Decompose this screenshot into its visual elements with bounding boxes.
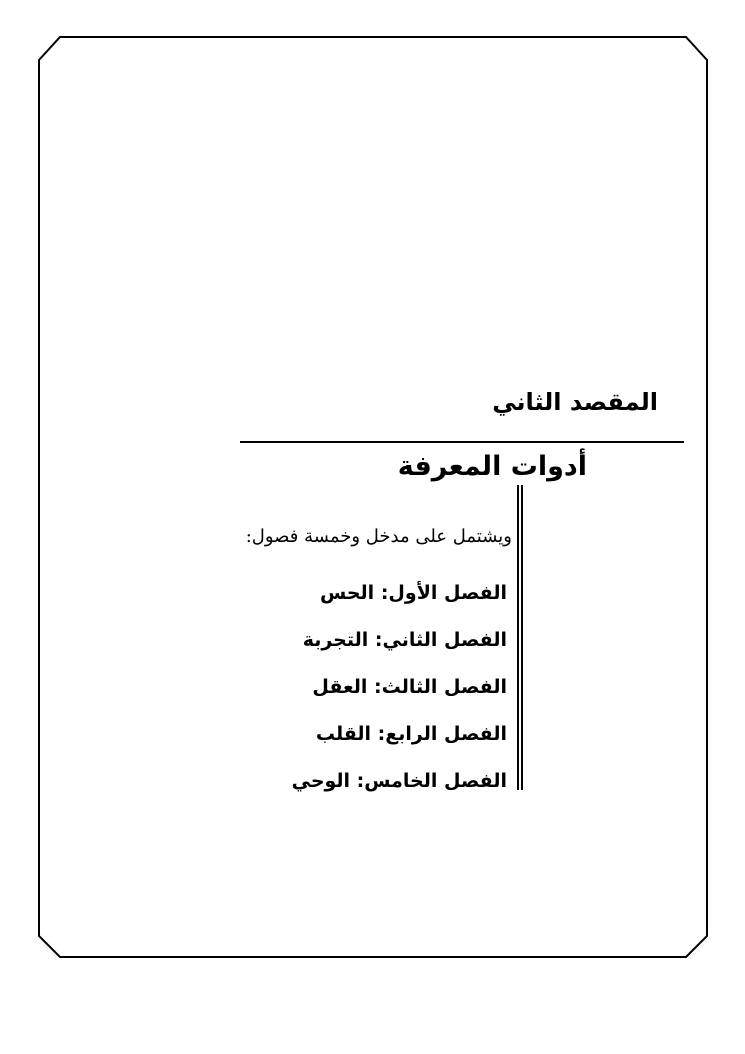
chapter-list: [292, 578, 507, 813]
border-outline: [39, 37, 707, 957]
section-title: المقصد الثاني: [492, 388, 658, 416]
chapter-item-3: الفصل الثالث: العقل: [312, 676, 507, 698]
vertical-rule-outer: [517, 485, 519, 790]
chapter-item-2: الفصل الثاني: التجربة: [302, 629, 507, 651]
chapter-item-4: الفصل الرابع: القلب: [315, 723, 507, 745]
chapter-item-5: الفصل الخامس: الوحي: [291, 770, 507, 792]
title-divider: [240, 441, 684, 443]
vertical-rule-inner: [521, 485, 523, 790]
chapter-item-1: الفصل الأول: الحس: [320, 582, 507, 604]
main-title: أدوات المعرفة: [397, 451, 587, 482]
intro-text: ويشتمل على مدخل وخمسة فصول:: [245, 526, 512, 547]
